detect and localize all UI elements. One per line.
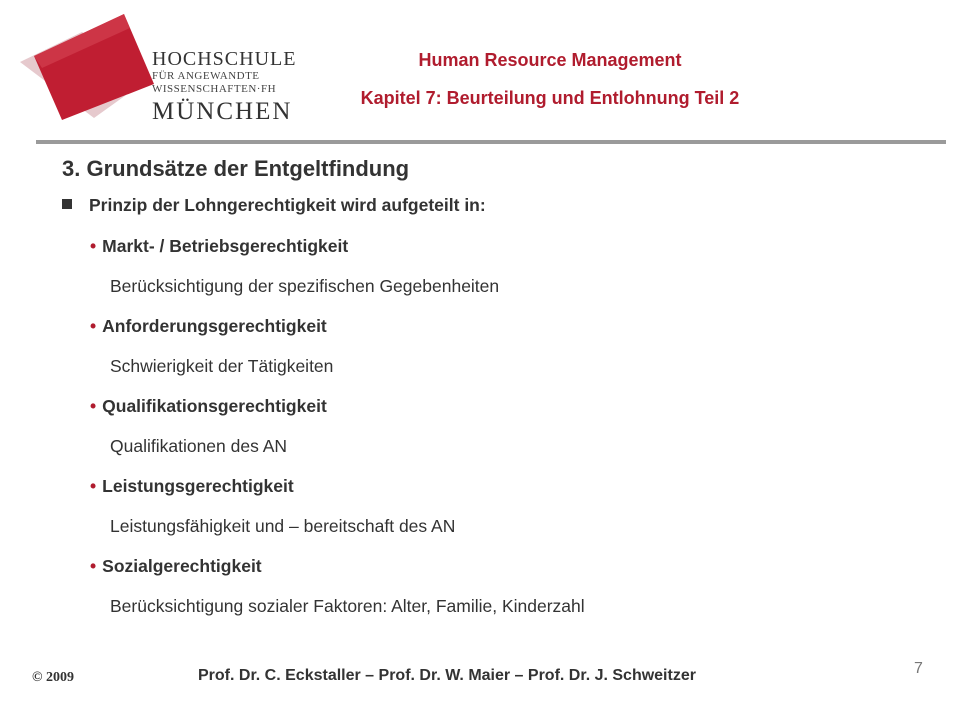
header-divider bbox=[36, 140, 946, 144]
item-label-text: Sozialgerechtigkeit bbox=[102, 556, 262, 576]
list-item-label bbox=[90, 236, 348, 257]
list-item-description: Berücksichtigung der spezifischen Gegebenheiten bbox=[110, 276, 500, 296]
main-bullet-text: Prinzip der Lohngerechtigkeit wird aufgeteilt in: bbox=[89, 195, 486, 215]
logo-line-3: WISSENSCHAFTEN·FH bbox=[152, 83, 277, 95]
logo-wordmark bbox=[152, 48, 296, 126]
list-item-label bbox=[90, 556, 262, 577]
bullet-dot-icon: • bbox=[90, 556, 97, 576]
square-bullet-icon bbox=[62, 199, 72, 209]
bullet-dot-icon: • bbox=[90, 476, 97, 496]
university-logo bbox=[12, 10, 297, 125]
item-label-text: Leistungsgerechtigkeit bbox=[102, 476, 294, 496]
item-label-text: Anforderungsgerechtigkeit bbox=[102, 316, 327, 336]
bullet-dot-icon: • bbox=[90, 316, 97, 336]
list-item-label bbox=[90, 316, 327, 337]
item-label-text: Qualifikationsgerechtigkeit bbox=[102, 396, 327, 416]
logo-emblem-icon bbox=[12, 10, 162, 122]
bullet-dot-icon: • bbox=[90, 236, 97, 256]
list-item-label bbox=[90, 396, 327, 417]
footer-copyright: © 2009 bbox=[32, 670, 74, 685]
logo-line-4: MÜNCHEN bbox=[152, 98, 293, 125]
page-number: 7 bbox=[914, 660, 923, 677]
chapter-title: Kapitel 7: Beurteilung und Entlohnung Teil 2 bbox=[360, 88, 740, 108]
list-item-description: Leistungsfähigkeit und – bereitschaft des AN bbox=[110, 516, 456, 536]
list-item-label bbox=[90, 476, 294, 497]
course-title: Human Resource Management bbox=[418, 50, 682, 70]
list-item-description: Schwierigkeit der Tätigkeiten bbox=[110, 356, 334, 376]
list-item-description: Berücksichtigung sozialer Faktoren: Alter, Familie, Kinderzahl bbox=[110, 596, 585, 616]
bullet-dot-icon: • bbox=[90, 396, 97, 416]
section-title: 3. Grundsätze der Entgeltfindung bbox=[62, 156, 410, 181]
main-bullet bbox=[62, 195, 486, 216]
item-label-text: Markt- / Betriebsgerechtigkeit bbox=[102, 236, 349, 256]
logo-line-1: HOCHSCHULE bbox=[152, 48, 297, 70]
logo-line-2: FÜR ANGEWANDTE bbox=[152, 70, 260, 82]
list-item-description: Qualifikationen des AN bbox=[110, 436, 288, 456]
footer-authors: Prof. Dr. C. Eckstaller – Prof. Dr. W. Maier – Prof. Dr. J. Schweitzer bbox=[198, 667, 696, 684]
